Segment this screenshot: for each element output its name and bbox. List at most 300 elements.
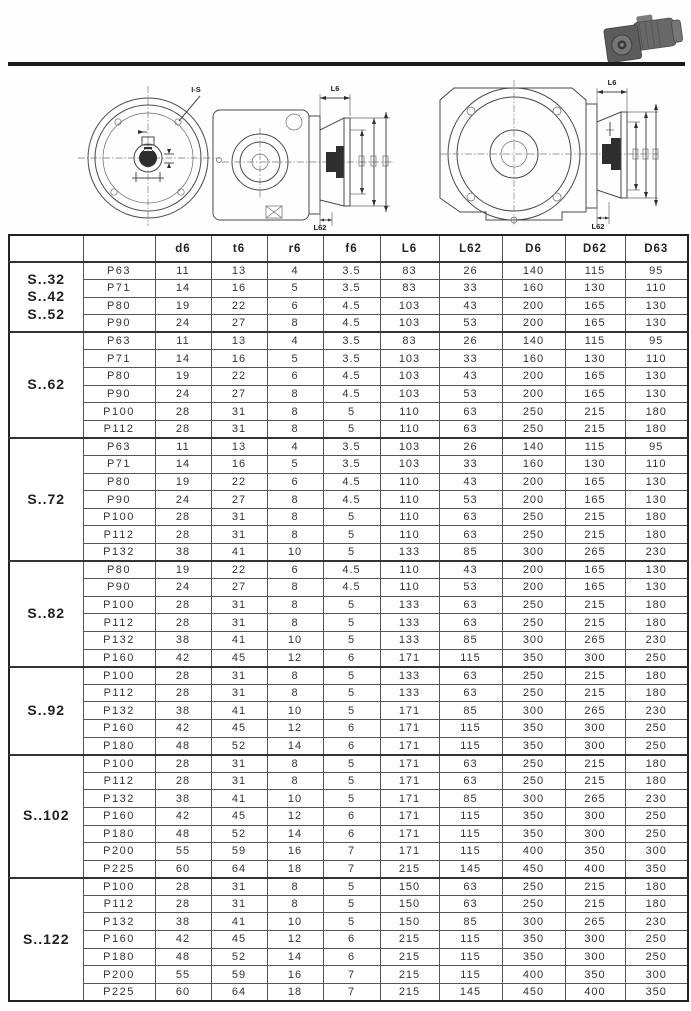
dimension-value-cell: 230 — [625, 913, 688, 931]
dimension-value-cell: 265 — [565, 790, 625, 808]
dimension-value-cell: 33 — [439, 280, 502, 298]
dimension-value-cell: 250 — [625, 719, 688, 737]
dimension-value-cell: 350 — [502, 825, 565, 843]
dimension-value-cell: 110 — [380, 403, 439, 421]
dimension-value-cell: 43 — [439, 473, 502, 491]
dimension-value-cell: 52 — [211, 948, 267, 966]
dimension-value-cell: 45 — [211, 807, 267, 825]
dimension-value-cell: 150 — [380, 895, 439, 913]
dimension-value-cell: 180 — [625, 508, 688, 526]
table-row — [9, 667, 688, 685]
dimension-value-cell: 250 — [625, 737, 688, 755]
dimension-value-cell: 31 — [211, 526, 267, 544]
table-row — [9, 508, 688, 526]
series-label: S..122 — [9, 878, 83, 1001]
dimension-value-cell: 350 — [565, 843, 625, 861]
dimension-value-cell: 19 — [155, 297, 211, 315]
dimensions-table — [8, 234, 689, 1002]
dimension-value-cell: 215 — [565, 878, 625, 896]
dimension-value-cell: 300 — [565, 948, 625, 966]
dimension-value-cell: 14 — [155, 350, 211, 368]
dimension-value-cell: 45 — [211, 719, 267, 737]
dimension-value-cell: 5 — [323, 544, 380, 562]
dimension-value-cell: 350 — [502, 737, 565, 755]
dimension-value-cell: 7 — [323, 843, 380, 861]
dimension-value-cell: 12 — [267, 931, 323, 949]
dimension-value-cell: 5 — [323, 631, 380, 649]
dimension-value-cell: 8 — [267, 614, 323, 632]
dimension-value-cell: 300 — [565, 719, 625, 737]
table-row — [9, 438, 688, 456]
dimension-value-cell: 3.5 — [323, 262, 380, 280]
table-row — [9, 649, 688, 667]
dimension-value-cell: 230 — [625, 790, 688, 808]
table-row — [9, 790, 688, 808]
dimension-value-cell: 45 — [211, 649, 267, 667]
dimension-value-cell: 110 — [380, 508, 439, 526]
dimension-value-cell: 31 — [211, 755, 267, 773]
dimension-value-cell: 300 — [502, 790, 565, 808]
dimension-value-cell: 31 — [211, 667, 267, 685]
table-row — [9, 332, 688, 350]
table-row — [9, 843, 688, 861]
dimension-value-cell: 59 — [211, 843, 267, 861]
dimension-value-cell: 215 — [565, 403, 625, 421]
dimension-value-cell: 63 — [439, 596, 502, 614]
dimension-value-cell: 250 — [625, 649, 688, 667]
dimension-value-cell: 400 — [565, 860, 625, 878]
front-view-top-dim-label: L6 — [607, 78, 617, 87]
dimension-value-cell: 28 — [155, 596, 211, 614]
motor-size-cell: P71 — [83, 456, 155, 474]
dimension-value-cell: 8 — [267, 508, 323, 526]
dimension-value-cell: 24 — [155, 491, 211, 509]
column-header: D6 — [502, 235, 565, 262]
motor-size-cell: P80 — [83, 561, 155, 579]
motor-size-cell: P200 — [83, 843, 155, 861]
table-row — [9, 737, 688, 755]
dimension-value-cell: 83 — [380, 280, 439, 298]
dimension-value-cell: 31 — [211, 596, 267, 614]
dimension-value-cell: 33 — [439, 456, 502, 474]
dimension-value-cell: 42 — [155, 931, 211, 949]
column-header: d6 — [155, 235, 211, 262]
dimension-value-cell: 300 — [625, 843, 688, 861]
table-row — [9, 614, 688, 632]
dimension-value-cell: 4.5 — [323, 297, 380, 315]
dimension-value-cell: 63 — [439, 508, 502, 526]
dimension-value-cell: 171 — [380, 772, 439, 790]
table-row — [9, 684, 688, 702]
motor-size-cell: P90 — [83, 315, 155, 333]
column-header: L62 — [439, 235, 502, 262]
dimension-value-cell: 165 — [565, 385, 625, 403]
table-row — [9, 631, 688, 649]
dimension-value-cell: 63 — [439, 755, 502, 773]
dimension-value-cell: 10 — [267, 702, 323, 720]
dimension-value-cell: 215 — [380, 931, 439, 949]
dimension-value-cell: 48 — [155, 948, 211, 966]
dimension-value-cell: 3.5 — [323, 332, 380, 350]
dimension-value-cell: 6 — [323, 931, 380, 949]
dimension-value-cell: 350 — [502, 948, 565, 966]
dimension-value-cell: 5 — [323, 772, 380, 790]
dimension-value-cell: 130 — [565, 280, 625, 298]
dimension-value-cell: 130 — [565, 456, 625, 474]
motor-size-cell: P100 — [83, 596, 155, 614]
dimension-value-cell: 8 — [267, 755, 323, 773]
dimension-value-cell: 8 — [267, 385, 323, 403]
table-row — [9, 807, 688, 825]
dimension-value-cell: 45 — [211, 931, 267, 949]
dimension-value-cell: 43 — [439, 561, 502, 579]
motor-size-cell: P180 — [83, 948, 155, 966]
dimension-value-cell: 8 — [267, 684, 323, 702]
dimension-value-cell: 64 — [211, 983, 267, 1001]
motor-size-cell: P63 — [83, 332, 155, 350]
series-label: S..82 — [9, 561, 83, 667]
gearbox-front-view-drawing — [418, 74, 664, 232]
dimension-value-cell: 103 — [380, 385, 439, 403]
dimension-value-cell: 6 — [323, 807, 380, 825]
motor-size-cell: P132 — [83, 790, 155, 808]
motor-size-cell: P90 — [83, 579, 155, 597]
dimension-value-cell: 16 — [267, 966, 323, 984]
table-row — [9, 526, 688, 544]
dimension-value-cell: 133 — [380, 667, 439, 685]
motor-size-cell: P80 — [83, 473, 155, 491]
dimension-value-cell: 133 — [380, 684, 439, 702]
dimension-value-cell: 63 — [439, 614, 502, 632]
dimension-value-cell: 165 — [565, 368, 625, 386]
motor-size-cell: P100 — [83, 508, 155, 526]
dimension-value-cell: 250 — [625, 948, 688, 966]
dimension-value-cell: 115 — [439, 719, 502, 737]
dimension-value-cell: 133 — [380, 544, 439, 562]
dimension-value-cell: 31 — [211, 895, 267, 913]
dimension-value-cell: 31 — [211, 684, 267, 702]
table-row — [9, 878, 688, 896]
dimension-value-cell: 130 — [625, 473, 688, 491]
dimension-value-cell: 215 — [565, 772, 625, 790]
dimension-value-cell: 28 — [155, 526, 211, 544]
dimension-value-cell: 180 — [625, 895, 688, 913]
dimension-value-cell: 150 — [380, 878, 439, 896]
dimension-value-cell: 250 — [502, 684, 565, 702]
dimension-value-cell: 450 — [502, 860, 565, 878]
dimension-value-cell: 14 — [267, 737, 323, 755]
dimension-value-cell: 215 — [565, 684, 625, 702]
table-row — [9, 702, 688, 720]
dimension-value-cell: 31 — [211, 508, 267, 526]
series-label: S..102 — [9, 755, 83, 878]
dimension-value-cell: 4.5 — [323, 561, 380, 579]
dimension-value-cell: 16 — [267, 843, 323, 861]
dimension-value-cell: 63 — [439, 895, 502, 913]
dimension-value-cell: 115 — [565, 438, 625, 456]
dimension-value-cell: 115 — [565, 332, 625, 350]
dimension-value-cell: 12 — [267, 807, 323, 825]
dimension-value-cell: 130 — [625, 579, 688, 597]
motor-size-cell: P160 — [83, 807, 155, 825]
dimension-value-cell: 171 — [380, 755, 439, 773]
motor-size-cell: P63 — [83, 262, 155, 280]
dimension-value-cell: 110 — [380, 420, 439, 438]
dimension-value-cell: 4 — [267, 332, 323, 350]
dimension-value-cell: 4.5 — [323, 579, 380, 597]
side-view-bottom-dim-label: L62 — [313, 223, 327, 230]
table-row — [9, 297, 688, 315]
dimension-value-cell: 350 — [625, 860, 688, 878]
dimension-value-cell: 140 — [502, 262, 565, 280]
dimension-value-cell: 130 — [625, 297, 688, 315]
dimension-value-cell: 13 — [211, 332, 267, 350]
dimension-value-cell: 103 — [380, 368, 439, 386]
dimension-value-cell: 18 — [267, 983, 323, 1001]
dimension-value-cell: 5 — [323, 684, 380, 702]
dimension-value-cell: 171 — [380, 702, 439, 720]
dimension-value-cell: 63 — [439, 420, 502, 438]
dimension-value-cell: 350 — [502, 931, 565, 949]
dimension-value-cell: 8 — [267, 667, 323, 685]
dimension-value-cell: 300 — [565, 737, 625, 755]
dimension-value-cell: 250 — [502, 508, 565, 526]
dimension-value-cell: 31 — [211, 614, 267, 632]
motor-size-cell: P100 — [83, 878, 155, 896]
table-row — [9, 368, 688, 386]
dimension-value-cell: 14 — [267, 825, 323, 843]
dimension-value-cell: 48 — [155, 737, 211, 755]
dimension-value-cell: 6 — [323, 948, 380, 966]
dimension-value-cell: 41 — [211, 913, 267, 931]
motor-size-cell: P200 — [83, 966, 155, 984]
dimension-value-cell: 26 — [439, 332, 502, 350]
dimension-value-cell: 38 — [155, 544, 211, 562]
dimension-value-cell: 171 — [380, 790, 439, 808]
dimension-value-cell: 38 — [155, 790, 211, 808]
dimension-value-cell: 215 — [565, 420, 625, 438]
motor-size-cell: P160 — [83, 719, 155, 737]
dimension-value-cell: 41 — [211, 702, 267, 720]
table-container — [8, 234, 689, 1002]
dimension-value-cell: 19 — [155, 473, 211, 491]
dimension-value-cell: 200 — [502, 561, 565, 579]
dimension-value-cell: 7 — [323, 983, 380, 1001]
dimension-value-cell: 171 — [380, 825, 439, 843]
dimension-value-cell: 3.5 — [323, 280, 380, 298]
table-row — [9, 966, 688, 984]
dimension-value-cell: 31 — [211, 403, 267, 421]
dimension-value-cell: 180 — [625, 596, 688, 614]
series-label: S..72 — [9, 438, 83, 561]
dimension-value-cell: 171 — [380, 737, 439, 755]
dimension-value-cell: 6 — [323, 825, 380, 843]
dimension-value-cell: 165 — [565, 491, 625, 509]
dimension-value-cell: 6 — [267, 473, 323, 491]
dimension-value-cell: 83 — [380, 332, 439, 350]
dimension-value-cell: 8 — [267, 403, 323, 421]
dimension-value-cell: 5 — [323, 667, 380, 685]
dimension-value-cell: 300 — [502, 544, 565, 562]
dimension-value-cell: 130 — [625, 491, 688, 509]
dimension-value-cell: 115 — [439, 966, 502, 984]
dimension-value-cell: 215 — [565, 895, 625, 913]
dimension-value-cell: 165 — [565, 315, 625, 333]
motor-size-cell: P112 — [83, 895, 155, 913]
dimension-value-cell: 6 — [267, 561, 323, 579]
motor-size-cell: P112 — [83, 420, 155, 438]
dimension-value-cell: 265 — [565, 544, 625, 562]
dimension-value-cell: 63 — [439, 878, 502, 896]
dimension-value-cell: 11 — [155, 262, 211, 280]
dimension-value-cell: 53 — [439, 315, 502, 333]
column-header — [9, 235, 83, 262]
dimension-value-cell: 215 — [565, 508, 625, 526]
dimension-value-cell: 28 — [155, 420, 211, 438]
dimension-value-cell: 10 — [267, 790, 323, 808]
dimension-value-cell: 350 — [625, 983, 688, 1001]
header-row — [9, 235, 688, 262]
dimension-value-cell: 103 — [380, 350, 439, 368]
table-row — [9, 579, 688, 597]
motor-size-cell: P132 — [83, 544, 155, 562]
dimension-value-cell: 55 — [155, 966, 211, 984]
motor-size-cell: P112 — [83, 526, 155, 544]
dimension-value-cell: 400 — [565, 983, 625, 1001]
dimension-value-cell: 230 — [625, 702, 688, 720]
dimension-value-cell: 4.5 — [323, 385, 380, 403]
motor-size-cell: P71 — [83, 350, 155, 368]
dimension-value-cell: 14 — [267, 948, 323, 966]
column-header: L6 — [380, 235, 439, 262]
dimension-value-cell: 171 — [380, 719, 439, 737]
dimension-value-cell: 41 — [211, 631, 267, 649]
dimension-value-cell: 171 — [380, 843, 439, 861]
dimension-value-cell: 3.5 — [323, 438, 380, 456]
dimension-value-cell: 31 — [211, 772, 267, 790]
dimension-value-cell: 215 — [380, 948, 439, 966]
dimension-value-cell: 180 — [625, 878, 688, 896]
dimension-value-cell: 250 — [502, 596, 565, 614]
dimension-value-cell: 43 — [439, 368, 502, 386]
dimension-value-cell: 11 — [155, 332, 211, 350]
dimension-value-cell: 250 — [502, 420, 565, 438]
dimension-value-cell: 24 — [155, 315, 211, 333]
dimension-value-cell: 12 — [267, 649, 323, 667]
dimension-value-cell: 215 — [380, 860, 439, 878]
motor-size-cell: P132 — [83, 702, 155, 720]
motor-size-cell: P100 — [83, 755, 155, 773]
dimension-value-cell: 63 — [439, 772, 502, 790]
dimension-value-cell: 16 — [211, 350, 267, 368]
dimension-value-cell: 133 — [380, 631, 439, 649]
dimension-value-cell: 165 — [565, 561, 625, 579]
dimension-value-cell: 13 — [211, 438, 267, 456]
dimension-value-cell: 27 — [211, 579, 267, 597]
dimension-value-cell: 64 — [211, 860, 267, 878]
column-header: f6 — [323, 235, 380, 262]
dimension-value-cell: 8 — [267, 526, 323, 544]
dimension-value-cell: 215 — [380, 983, 439, 1001]
dimension-value-cell: 5 — [323, 878, 380, 896]
dimension-value-cell: 53 — [439, 491, 502, 509]
dimension-value-cell: 5 — [323, 508, 380, 526]
dimension-value-cell: 230 — [625, 631, 688, 649]
dimension-value-cell: 16 — [211, 280, 267, 298]
dimension-value-cell: 171 — [380, 807, 439, 825]
gearmotor-photo — [597, 6, 687, 68]
dimension-value-cell: 180 — [625, 667, 688, 685]
column-header: D62 — [565, 235, 625, 262]
table-row — [9, 262, 688, 280]
dimension-value-cell: 48 — [155, 825, 211, 843]
dimension-value-cell: 85 — [439, 913, 502, 931]
table-row — [9, 315, 688, 333]
table-row — [9, 755, 688, 773]
motor-size-cell: P132 — [83, 913, 155, 931]
dimension-value-cell: 12 — [267, 719, 323, 737]
dimension-value-cell: 5 — [323, 526, 380, 544]
table-row — [9, 456, 688, 474]
dimension-value-cell: 265 — [565, 913, 625, 931]
dimension-value-cell: 250 — [625, 931, 688, 949]
dimension-value-cell: 265 — [565, 702, 625, 720]
dimension-value-cell: 180 — [625, 526, 688, 544]
motor-size-cell: P90 — [83, 491, 155, 509]
dimension-value-cell: 180 — [625, 684, 688, 702]
dimension-value-cell: 42 — [155, 807, 211, 825]
dimension-value-cell: 160 — [502, 456, 565, 474]
dimension-value-cell: 180 — [625, 614, 688, 632]
dimension-value-cell: 28 — [155, 667, 211, 685]
dimension-value-cell: 4 — [267, 262, 323, 280]
dimension-value-cell: 28 — [155, 895, 211, 913]
column-header — [83, 235, 155, 262]
dimension-value-cell: 53 — [439, 579, 502, 597]
dimension-value-cell: 3.5 — [323, 350, 380, 368]
dimension-value-cell: 300 — [565, 931, 625, 949]
dimension-value-cell: 300 — [502, 702, 565, 720]
dimension-value-cell: 103 — [380, 297, 439, 315]
dimension-value-cell: 6 — [323, 649, 380, 667]
dimension-value-cell: 19 — [155, 368, 211, 386]
dimension-value-cell: 215 — [565, 526, 625, 544]
table-row — [9, 860, 688, 878]
side-view-top-dim-label: L6 — [330, 84, 340, 93]
dimension-value-cell: 5 — [267, 280, 323, 298]
dimension-value-cell: 63 — [439, 684, 502, 702]
dimension-value-cell: 250 — [502, 526, 565, 544]
dimension-value-cell: 6 — [267, 297, 323, 315]
dimension-value-cell: 145 — [439, 860, 502, 878]
dimension-value-cell: 59 — [211, 966, 267, 984]
motor-size-cell: P112 — [83, 614, 155, 632]
dimension-value-cell: 4.5 — [323, 473, 380, 491]
dimension-value-cell: 215 — [565, 667, 625, 685]
dimension-value-cell: 43 — [439, 297, 502, 315]
dimension-value-cell: 85 — [439, 631, 502, 649]
dimension-value-cell: 400 — [502, 966, 565, 984]
dimension-value-cell: 110 — [380, 491, 439, 509]
dimension-value-cell: 115 — [565, 262, 625, 280]
series-label: S..32 S..42 S..52 — [9, 262, 83, 332]
dimension-value-cell: 350 — [565, 966, 625, 984]
series-label: S..92 — [9, 667, 83, 755]
dimension-value-cell: 110 — [380, 561, 439, 579]
dimension-value-cell: 53 — [439, 385, 502, 403]
motor-size-cell: P225 — [83, 983, 155, 1001]
dimension-value-cell: 165 — [565, 579, 625, 597]
